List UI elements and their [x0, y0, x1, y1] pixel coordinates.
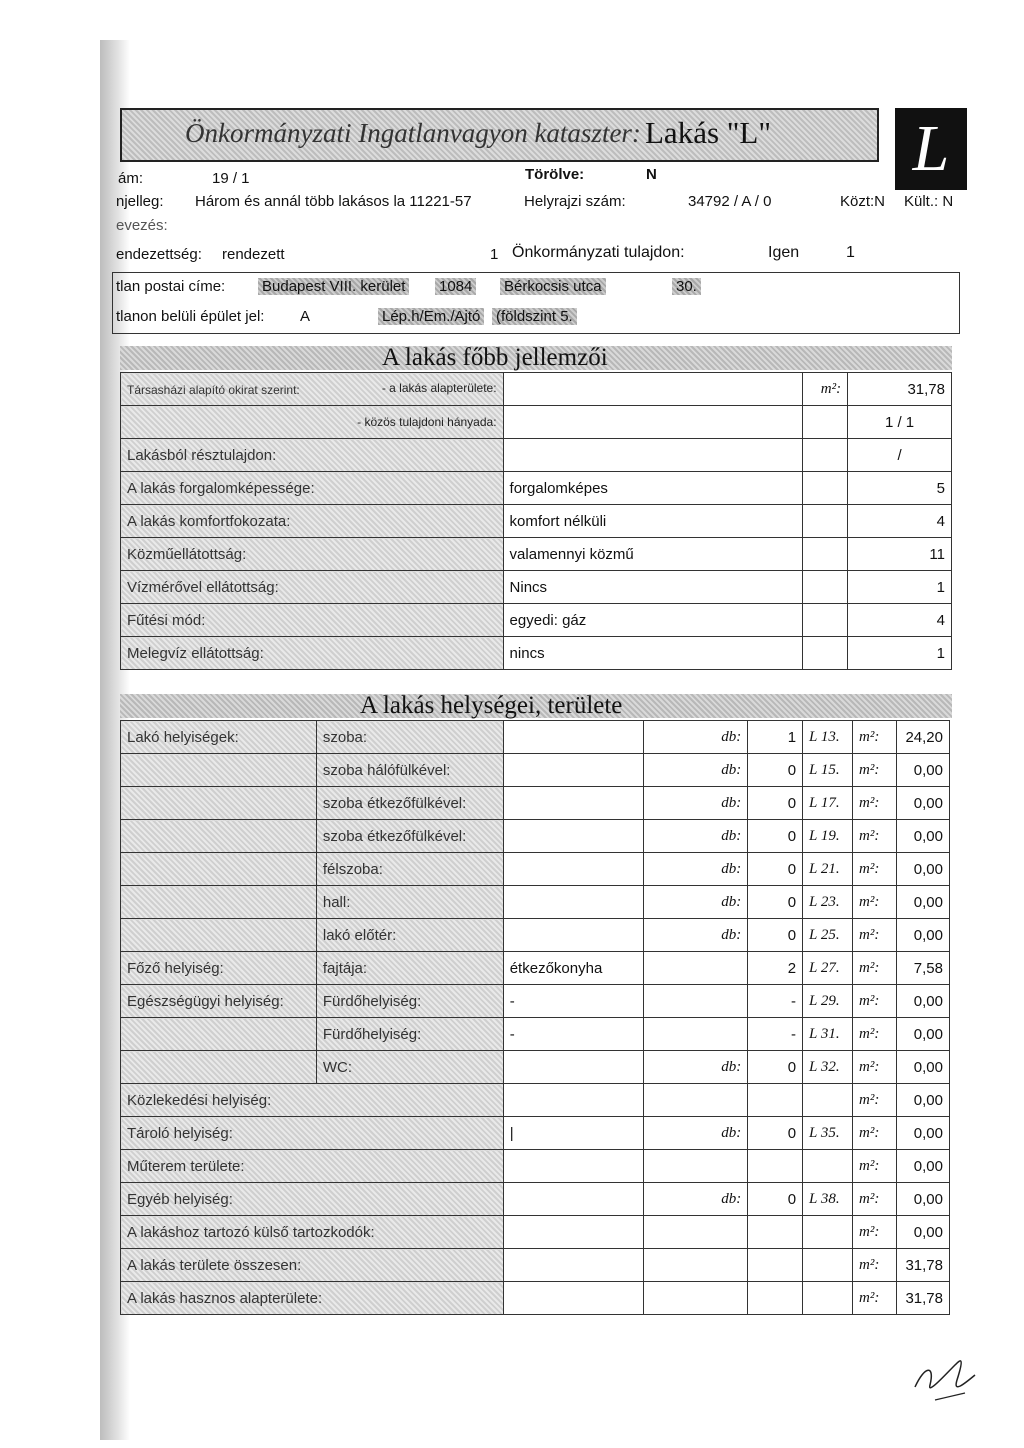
room-count [748, 1084, 803, 1117]
room-lcode: L 31. [803, 1018, 853, 1051]
room-area: 0,00 [896, 754, 949, 787]
room-name: fajtája: [316, 952, 503, 985]
room-lcode: L 38. [803, 1183, 853, 1216]
feature-row [121, 439, 952, 472]
room-total-row [121, 1249, 950, 1282]
kozt-value: Közt:N [840, 193, 886, 210]
room-unit: m²: [853, 985, 897, 1018]
room-unit: m²: [853, 886, 897, 919]
room-lcode: L 23. [803, 886, 853, 919]
room-category: Közlekedési helyiség: [121, 1084, 504, 1117]
room-text: - [503, 985, 643, 1018]
room-unit: m²: [853, 853, 897, 886]
feature-label [121, 637, 504, 670]
room-db-label [643, 1018, 748, 1051]
room-db-label: db: [643, 886, 748, 919]
room-area: 31,78 [896, 1249, 949, 1282]
room-area: 0,00 [896, 853, 949, 886]
feature-code: 5 [848, 472, 952, 505]
room-total-row [121, 1216, 950, 1249]
room-db-label: db: [643, 1117, 748, 1150]
room-count: 0 [748, 754, 803, 787]
feature-label [121, 373, 504, 406]
feature-code: 1 / 1 [848, 406, 952, 439]
feature-label-text: A lakás komfortfokozata: [127, 512, 291, 530]
feature-label [121, 472, 504, 505]
room-count: 0 [748, 1183, 803, 1216]
room-area: 0,00 [896, 919, 949, 952]
room-name: hall: [316, 886, 503, 919]
room-unit: m²: [853, 1084, 897, 1117]
room-text [503, 886, 643, 919]
epulet-value: A [300, 308, 311, 325]
room-count: 0 [748, 886, 803, 919]
feature-label-text: Melegvíz ellátottság: [127, 644, 264, 662]
room-name: WC: [316, 1051, 503, 1084]
room-total-row [121, 1183, 950, 1216]
room-area: 0,00 [896, 985, 949, 1018]
feature-value: egyedi: gáz [503, 604, 803, 637]
feature-sub-label: - a lakás alapterülete: [381, 380, 497, 395]
room-count: 0 [748, 853, 803, 886]
feature-code: 4 [848, 505, 952, 538]
room-count: - [748, 1018, 803, 1051]
room-total-row [121, 1150, 950, 1183]
postai-label: tlan postai címe: [116, 278, 226, 295]
room-category [121, 820, 317, 853]
onk-value: Igen [768, 244, 800, 261]
rooms-table [120, 720, 950, 1315]
room-count: 1 [748, 721, 803, 754]
room-lcode: L 27. [803, 952, 853, 985]
nevezes-label: evezés: [116, 217, 168, 234]
room-unit: m²: [853, 754, 897, 787]
room-row [121, 853, 950, 886]
room-area: 0,00 [896, 1216, 949, 1249]
room-lcode: L 32. [803, 1051, 853, 1084]
title-bold: Lakás "L" [645, 115, 772, 150]
feature-label [121, 571, 504, 604]
room-text [503, 721, 643, 754]
feature-row [121, 472, 952, 505]
feature-row [121, 373, 952, 406]
rendezettseg-code: 1 [490, 246, 499, 263]
room-db-label [643, 1150, 748, 1183]
room-unit: m²: [853, 1150, 897, 1183]
feature-label [121, 439, 504, 472]
street-value: Bérkocsis utca [500, 278, 606, 295]
feature-value [503, 373, 803, 406]
feature-label-text: Társasházi alapító okirat szerint: [127, 382, 300, 397]
room-count: 2 [748, 952, 803, 985]
room-db-label: db: [643, 754, 748, 787]
feature-label [121, 538, 504, 571]
room-area: 0,00 [896, 1117, 949, 1150]
epulet-label: tlanon belüli épület jel: [116, 308, 265, 325]
room-text [503, 1150, 643, 1183]
section2-title: A lakás helységei, területe [360, 692, 623, 719]
room-category [121, 919, 317, 952]
room-area: 0,00 [896, 1051, 949, 1084]
room-lcode: L 13. [803, 721, 853, 754]
room-unit: m²: [853, 1216, 897, 1249]
feature-unit [803, 406, 848, 439]
room-category: Egészségügyi helyiség: [121, 985, 317, 1018]
feature-row [121, 637, 952, 670]
torolve-value: N [646, 166, 657, 183]
feature-row [121, 604, 952, 637]
feature-code: 4 [848, 604, 952, 637]
room-name: szoba étkezőfülkével: [316, 787, 503, 820]
room-db-label [643, 1249, 748, 1282]
torolve-label: Törölve: [525, 166, 585, 183]
room-db-label [643, 952, 748, 985]
postai-value: Budapest VIII. kerület [258, 278, 409, 295]
room-count: 0 [748, 1117, 803, 1150]
feature-unit [803, 505, 848, 538]
room-category: A lakás területe összesen: [121, 1249, 504, 1282]
room-area: 0,00 [896, 1183, 949, 1216]
room-text [503, 1249, 643, 1282]
room-count [748, 1216, 803, 1249]
room-lcode [803, 1216, 853, 1249]
signature-icon [905, 1345, 985, 1405]
feature-label-text: Vízmérővel ellátottság: [127, 578, 279, 596]
room-lcode: L 21. [803, 853, 853, 886]
feature-label [121, 604, 504, 637]
feature-label [121, 505, 504, 538]
room-text: étkezőkonyha [503, 952, 643, 985]
room-lcode: L 25. [803, 919, 853, 952]
room-lcode: L 19. [803, 820, 853, 853]
feature-value: nincs [503, 637, 803, 670]
room-text: | [503, 1117, 643, 1150]
feature-value: Nincs [503, 571, 803, 604]
room-category [121, 1018, 317, 1051]
room-category [121, 853, 317, 886]
room-count [748, 1150, 803, 1183]
room-text [503, 787, 643, 820]
room-db-label [643, 985, 748, 1018]
room-row [121, 1051, 950, 1084]
room-total-row [121, 1117, 950, 1150]
feature-label-text: Közműellátottság: [127, 545, 247, 563]
room-area: 7,58 [896, 952, 949, 985]
feature-unit [803, 637, 848, 670]
room-db-label: db: [643, 721, 748, 754]
feature-sub-label: - közös tulajdoni hányada: [357, 415, 497, 429]
room-row [121, 820, 950, 853]
room-name: Fürdőhelyiség: [316, 1018, 503, 1051]
feature-label-text: Fűtési mód: [127, 611, 206, 629]
room-text [503, 1183, 643, 1216]
room-count: 0 [748, 787, 803, 820]
room-text: - [503, 1018, 643, 1051]
room-area: 0,00 [896, 1150, 949, 1183]
room-name: szoba étkezőfülkével: [316, 820, 503, 853]
room-text [503, 1282, 643, 1315]
room-unit: m²: [853, 1051, 897, 1084]
room-area: 0,00 [896, 1084, 949, 1117]
kult-value: Kült.: N [904, 193, 954, 210]
feature-code: 1 [848, 637, 952, 670]
room-total-row [121, 1282, 950, 1315]
room-lcode: L 35. [803, 1117, 853, 1150]
feature-label-text: A lakás forgalomképessége: [127, 479, 315, 497]
room-count: 0 [748, 1051, 803, 1084]
feature-code: 11 [848, 538, 952, 571]
room-unit: m²: [853, 721, 897, 754]
room-category: Műterem területe: [121, 1150, 504, 1183]
room-text [503, 820, 643, 853]
room-count [748, 1282, 803, 1315]
room-category: A lakáshoz tartozó külső tartozkodók: [121, 1216, 504, 1249]
room-lcode [803, 1249, 853, 1282]
rendezettseg-value: rendezett [222, 246, 285, 263]
room-count [748, 1249, 803, 1282]
feature-unit [803, 538, 848, 571]
room-unit: m²: [853, 952, 897, 985]
feature-code: 31,78 [848, 373, 952, 406]
feature-row [121, 538, 952, 571]
jelleg-label: njelleg: [116, 193, 164, 210]
room-unit: m²: [853, 919, 897, 952]
room-db-label [643, 1084, 748, 1117]
room-text [503, 919, 643, 952]
room-text [503, 754, 643, 787]
room-db-label [643, 1282, 748, 1315]
room-text [503, 853, 643, 886]
feature-row [121, 505, 952, 538]
features-table [120, 372, 952, 670]
room-category: Lakó helyiségek: [121, 721, 317, 754]
room-lcode: L 29. [803, 985, 853, 1018]
room-category: Tároló helyiség: [121, 1117, 504, 1150]
room-category: Főző helyiség: [121, 952, 317, 985]
room-text [503, 1084, 643, 1117]
room-count: - [748, 985, 803, 1018]
feature-code: / [848, 439, 952, 472]
room-row [121, 787, 950, 820]
room-area: 0,00 [896, 886, 949, 919]
room-row [121, 952, 950, 985]
feature-value: komfort nélküli [503, 505, 803, 538]
szam-value: 19 / 1 [212, 170, 250, 187]
feature-value: forgalomképes [503, 472, 803, 505]
room-category: Egyéb helyiség: [121, 1183, 504, 1216]
room-row [121, 754, 950, 787]
feature-label [121, 406, 504, 439]
room-lcode: L 15. [803, 754, 853, 787]
room-lcode [803, 1084, 853, 1117]
room-name: félszoba: [316, 853, 503, 886]
room-area: 0,00 [896, 820, 949, 853]
szam-label: ám: [118, 170, 144, 187]
room-category [121, 787, 317, 820]
zip-value: 1084 [435, 278, 476, 295]
szint-value: (földszint 5. [492, 308, 577, 325]
room-category: A lakás hasznos alapterülete: [121, 1282, 504, 1315]
room-count: 0 [748, 820, 803, 853]
room-category [121, 754, 317, 787]
room-db-label: db: [643, 1051, 748, 1084]
onk-label: Önkormányzati tulajdon: [512, 244, 685, 261]
feature-value: valamennyi közmű [503, 538, 803, 571]
room-lcode: L 17. [803, 787, 853, 820]
jelleg-value: Három és annál több lakásos la 11221-57 [195, 193, 472, 210]
room-unit: m²: [853, 787, 897, 820]
room-row [121, 886, 950, 919]
onk-code: 1 [846, 244, 855, 261]
room-unit: m²: [853, 820, 897, 853]
room-text [503, 1216, 643, 1249]
room-count: 0 [748, 919, 803, 952]
feature-row [121, 571, 952, 604]
room-area: 31,78 [896, 1282, 949, 1315]
badge-l-icon: L [895, 108, 967, 190]
room-db-label [643, 1216, 748, 1249]
room-total-row [121, 1084, 950, 1117]
room-row [121, 721, 950, 754]
rendezettseg-label: endezettség: [116, 246, 202, 263]
helyrajzi-value: 34792 / A / 0 [688, 193, 772, 210]
feature-label-text: Lakásból résztulajdon: [127, 446, 277, 464]
room-unit: m²: [853, 1282, 897, 1315]
room-unit: m²: [853, 1183, 897, 1216]
room-name: szoba: [316, 721, 503, 754]
feature-value [503, 439, 803, 472]
room-db-label: db: [643, 1183, 748, 1216]
room-area: 24,20 [896, 721, 949, 754]
feature-unit [803, 571, 848, 604]
feature-code: 1 [848, 571, 952, 604]
title-italic: Önkormányzati Ingatlanvagyon kataszter: [185, 118, 641, 148]
room-area: 0,00 [896, 787, 949, 820]
room-category [121, 1051, 317, 1084]
room-name: szoba hálófülkével: [316, 754, 503, 787]
feature-unit [803, 472, 848, 505]
feature-value [503, 406, 803, 439]
lepcso-label: Lép.h/Em./Ajtó [378, 308, 484, 325]
section1-title: A lakás főbb jellemzői [382, 344, 608, 371]
room-category [121, 886, 317, 919]
room-text [503, 1051, 643, 1084]
room-unit: m²: [853, 1117, 897, 1150]
feature-row [121, 406, 952, 439]
room-unit: m²: [853, 1249, 897, 1282]
helyrajzi-label: Helyrajzi szám: [524, 193, 626, 210]
room-db-label: db: [643, 919, 748, 952]
room-row [121, 1018, 950, 1051]
room-name: lakó előtér: [316, 919, 503, 952]
room-db-label: db: [643, 853, 748, 886]
room-area: 0,00 [896, 1018, 949, 1051]
house-number: 30. [672, 278, 701, 295]
room-lcode [803, 1150, 853, 1183]
feature-unit: m²: [803, 373, 848, 406]
feature-unit [803, 604, 848, 637]
room-unit: m²: [853, 1018, 897, 1051]
room-row [121, 985, 950, 1018]
room-lcode [803, 1282, 853, 1315]
feature-unit [803, 439, 848, 472]
room-row [121, 919, 950, 952]
room-db-label: db: [643, 787, 748, 820]
room-db-label: db: [643, 820, 748, 853]
room-name: Fürdőhelyiség: [316, 985, 503, 1018]
